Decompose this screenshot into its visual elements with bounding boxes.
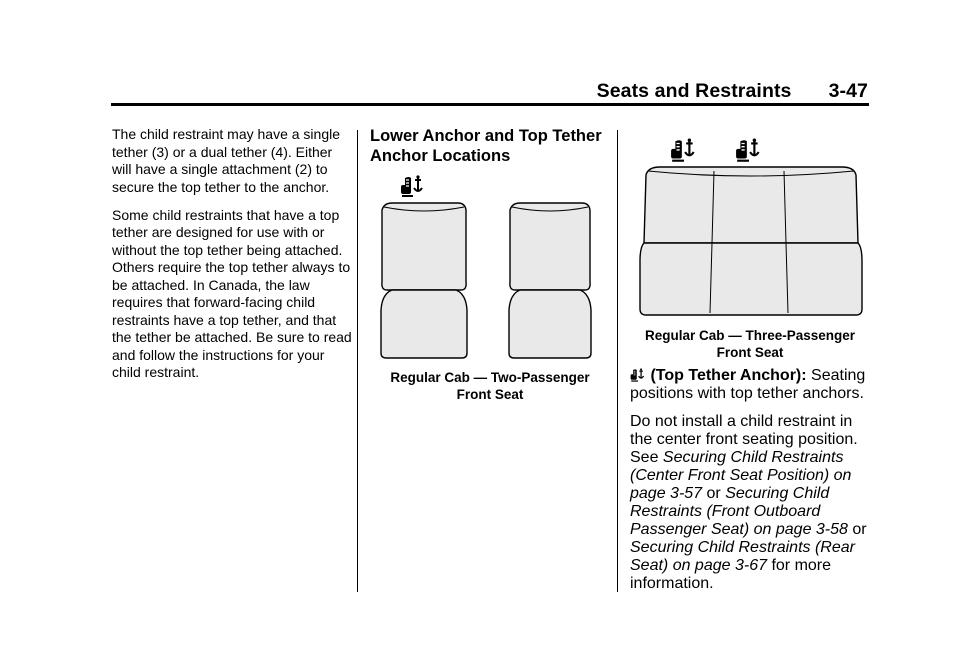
column-divider-right — [617, 130, 618, 592]
paragraph-tether-requirements: Some child restraints that have a top tether are designed for use with or without the top tether being attached. Others require the top tether always to be attached. In Canada, the law requires that forward-facing child restraints have a top tether, and that the tether be attached. Be sure to read and follow the instructions for your child restraint. — [112, 206, 352, 380]
page-number: 3-47 — [828, 80, 868, 102]
page-header — [597, 80, 868, 103]
bench-seat — [640, 167, 862, 315]
paragraph-tether-types: The child restraint may have a single tether (3) or a dual tether (4). Either will have a single attachment (2) to secure the top tether to the anchor. — [112, 126, 340, 195]
column-divider-left — [357, 130, 358, 592]
icon-definition-text: Seating positions with top tether anchors. — [630, 367, 866, 402]
paragraph-center-seat-warning: Do not install a child restraint in the center front seating position. See Securing Child Restraints (Center Front Seat Position) on page 3-57 or Securing Child Restraints (Front Outboard Passenger Seat) on page 3-58 or Securing Child Restraints (Rear Seat) on page 3-67 for more information. — [630, 412, 867, 592]
figure-caption-two-passenger: Regular Cab — Two-Passenger Front Seat — [390, 370, 590, 402]
column-left — [112, 126, 352, 392]
column-middle — [370, 127, 610, 166]
column-right-text — [630, 367, 870, 602]
icon-definition — [630, 367, 870, 403]
top-tether-anchor-icon-center — [736, 139, 759, 161]
cross-reference-front-outboard[interactable]: Securing Child Restraints (Front Outboard Passenger Seat) on page 3-58 — [630, 484, 848, 538]
three-passenger-seat-diagram — [630, 135, 870, 320]
cross-reference-rear-seat[interactable]: Securing Child Restraints (Rear Seat) on page 3-67 — [630, 538, 855, 574]
top-tether-anchor-icon — [401, 175, 422, 196]
figure-caption-three-passenger: Regular Cab — Three-Passenger Front Seat — [644, 328, 856, 360]
two-passenger-seat-diagram — [370, 170, 610, 365]
icon-definition-label: (Top Tether Anchor): — [650, 367, 807, 384]
cross-reference-center-front[interactable]: Securing Child Restraints (Center Front Seat Position) on page 3-57 — [630, 448, 852, 502]
section-title: Seats and Restraints — [596, 80, 792, 102]
seat-left — [381, 203, 467, 358]
section-heading: Lower Anchor and Top Tether Anchor Locations — [370, 127, 602, 165]
top-tether-anchor-icon-inline — [630, 368, 646, 383]
header-rule — [111, 103, 869, 106]
top-tether-anchor-icon-left — [671, 139, 694, 161]
seat-right — [509, 203, 591, 358]
